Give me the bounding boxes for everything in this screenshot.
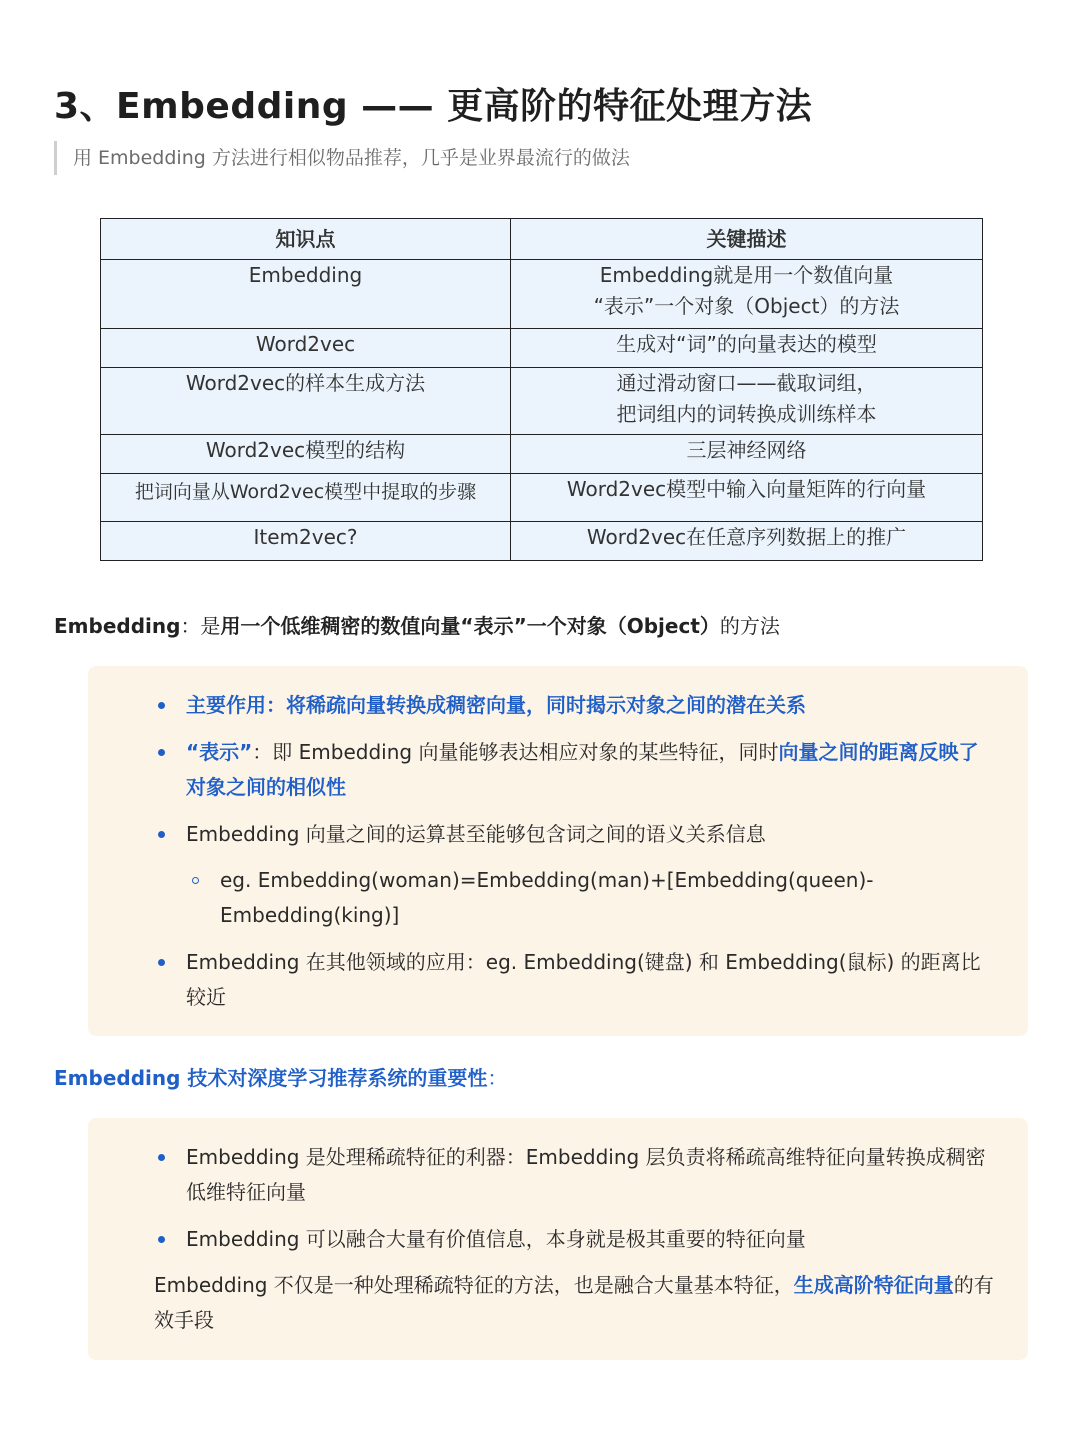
bullet-icon — [158, 831, 165, 838]
definition-tail: 的方法 — [719, 614, 780, 638]
table-row — [101, 522, 983, 561]
table-cell-point: Word2vec的样本生成方法 — [101, 368, 511, 435]
represent-text: ：即 Embedding 向量能够表达相应对象的某些特征，同时 — [252, 740, 779, 764]
table-cell-line: 生成对“词”的向量表达的模型 — [616, 332, 877, 356]
table-cell-desc — [511, 368, 983, 435]
table-header-row — [101, 219, 983, 260]
definition-bold: 用一个低维稠密的数值向量“表示”一个对象（Object） — [220, 614, 720, 638]
definition-term: Embedding — [54, 614, 181, 638]
vector-ops-example: eg. Embedding(woman)=Embedding(man)+[Embedding(queen)-Embedding(king)] — [220, 868, 874, 927]
table-header-point: 知识点 — [101, 219, 511, 260]
hollow-bullet-icon — [192, 877, 199, 884]
table-cell-line: Embedding就是用一个数值向量 — [599, 263, 894, 287]
sparse-feature-text: Embedding 是处理稀疏特征的利器：Embedding 层负责将稀疏高维特征向量转换成稠密低维特征向量 — [186, 1145, 986, 1204]
table-cell-desc — [511, 474, 983, 522]
table-row — [101, 329, 983, 368]
bullet-icon — [158, 1236, 165, 1243]
embedding-notes-box — [88, 666, 1028, 1036]
importance-heading — [54, 1061, 507, 1095]
summary-text: Embedding 不仅是一种处理稀疏特征的方法，也是融合大量基本特征， — [154, 1273, 794, 1297]
table-header-desc: 关键描述 — [511, 219, 983, 260]
list-item — [186, 735, 998, 805]
summary-tail: 的有效手段 — [154, 1273, 994, 1332]
table-cell-desc — [511, 260, 983, 329]
main-role-text: 主要作用：将稀疏向量转换成稠密向量，同时揭示对象之间的潜在关系 — [186, 693, 806, 717]
table-cell-point: Item2vec? — [101, 522, 511, 561]
list-item — [186, 945, 998, 1015]
table-cell-point: 把词向量从Word2vec模型中提取的步骤 — [101, 474, 511, 522]
list-item — [186, 817, 998, 852]
importance-heading-colon: ： — [487, 1066, 508, 1090]
table-cell-line: 三层神经网络 — [686, 438, 807, 462]
table-cell-line: 把词组内的词转换成训练样本 — [616, 402, 877, 426]
table-row — [101, 435, 983, 474]
table-cell-point: Word2vec — [101, 329, 511, 368]
table-cell-line: “表示”一个对象（Object）的方法 — [593, 294, 900, 318]
definition-sep: ：是 — [180, 614, 221, 638]
table-cell-desc — [511, 435, 983, 474]
bullet-icon — [158, 702, 165, 709]
represent-highlight: 向量之间的距离反映了对象之间的相似性 — [186, 740, 979, 799]
table-cell-line: Word2vec模型中输入向量矩阵的行向量 — [566, 477, 927, 501]
table-cell-point: Embedding — [101, 260, 511, 329]
list-item — [186, 688, 998, 723]
other-domains-text: Embedding 在其他领域的应用：eg. Embedding(键盘) 和 Embedding(鼠标) 的距离比较近 — [186, 950, 981, 1009]
summary-highlight: 生成高阶特征向量 — [793, 1273, 954, 1297]
fusion-text: Embedding 可以融合大量有价值信息，本身就是极其重要的特征向量 — [186, 1227, 806, 1251]
list-item — [186, 1140, 998, 1210]
table-row — [101, 368, 983, 435]
bullet-icon — [158, 1154, 165, 1161]
table-row — [101, 260, 983, 329]
page-title: 3、Embedding —— 更高阶的特征处理方法 — [54, 86, 813, 127]
represent-term: “表示” — [186, 740, 253, 764]
summary-paragraph — [154, 1268, 1004, 1338]
list-item — [186, 1222, 998, 1257]
importance-box — [88, 1118, 1028, 1360]
table-cell-line: Word2vec在任意序列数据上的推广 — [586, 525, 907, 549]
table-cell-desc — [511, 329, 983, 368]
table-cell-line: 通过滑动窗口——截取词组， — [616, 371, 877, 395]
bullet-icon — [158, 749, 165, 756]
sub-list-item — [220, 863, 920, 933]
table-cell-desc — [511, 522, 983, 561]
bullet-icon — [158, 959, 165, 966]
importance-heading-text: Embedding 技术对深度学习推荐系统的重要性 — [54, 1066, 488, 1090]
embedding-definition — [54, 609, 780, 643]
subtitle-quote: 用 Embedding 方法进行相似物品推荐，几乎是业界最流行的做法 — [54, 141, 630, 175]
table-row — [101, 474, 983, 522]
knowledge-table — [100, 218, 983, 561]
table-cell-point: Word2vec模型的结构 — [101, 435, 511, 474]
vector-ops-text: Embedding 向量之间的运算甚至能够包含词之间的语义关系信息 — [186, 822, 766, 846]
